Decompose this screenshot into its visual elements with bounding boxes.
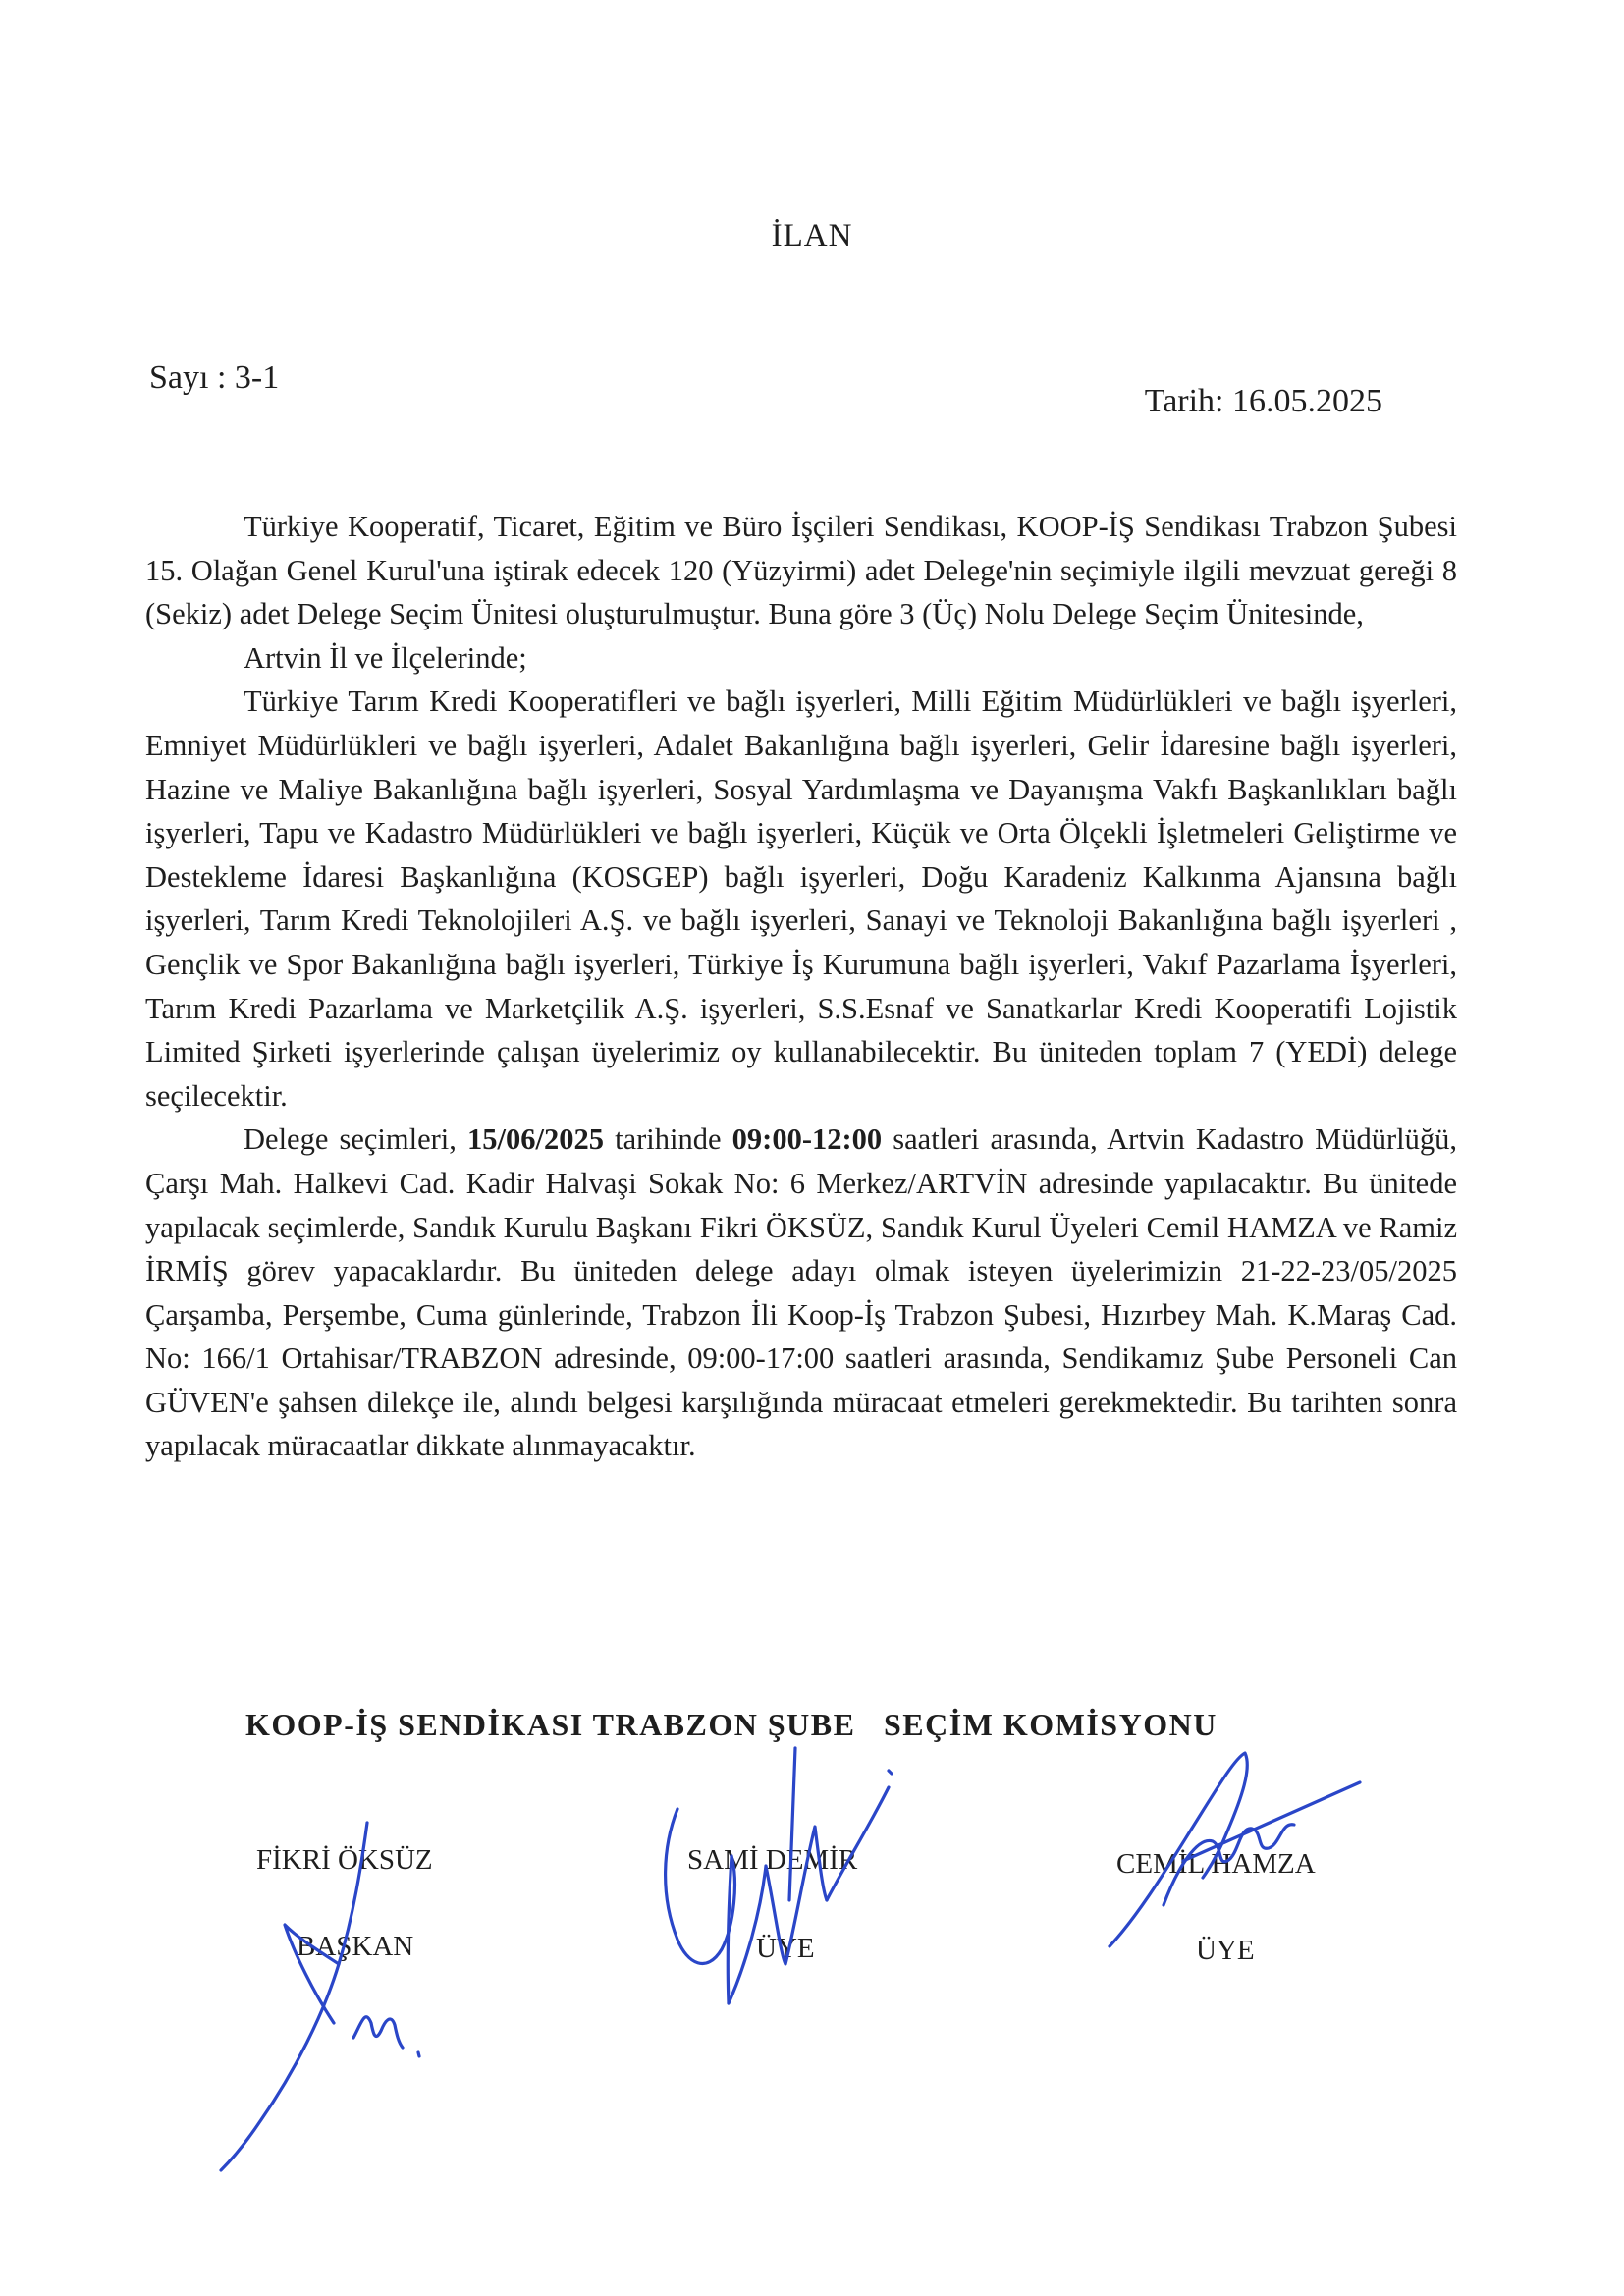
paragraph-workplaces: Türkiye Tarım Kredi Kooperatifleri ve bağlı işyerleri, Milli Eğitim Müdürlükleri ve bağlı işyerleri, Emniyet Müdürlükleri ve bağlı işyerleri, Adalet Bakanlığına bağlı işyerleri, Gelir İdaresine bağlı işyerleri, Hazine ve Maliye Bakanlığına bağlı işyerleri, Sosyal Yardımlaşma ve Dayanışma Vakfı Başkanlıkları bağlı işyerleri, Tapu ve Kadastro Müdürlükleri ve bağlı işyerleri, Küçük ve Orta Ölçekli İşletmeleri Geliştirme ve Destekleme İdaresi Başkanlığına (KOSGEP) bağlı işyerleri, Doğu Karadeniz Kalkınma Ajansına bağlı işyerleri, Tarım Kredi Teknolojileri A.Ş. ve bağlı işyerleri, Sanayi ve Teknoloji Bakanlığına bağlı işyerleri , Gençlik ve Spor Bakanlığına bağlı işyerleri, Türkiye İş Kurumuna bağlı işyerleri, Vakıf Pazarlama İşyerleri, Tarım Kredi Pazarlama ve Marketçilik A.Ş. işyerleri, S.S.Esnaf ve Sanatkarlar Kredi Kooperatifi Lojistik Limited Şirketi işyerlerinde çalışan üyelerimiz oy kullanabilecektir. Bu üniteden toplam 7 (YEDİ) delege seçilecektir. [145,684,1457,1113]
document-title: İLAN [771,218,853,253]
signature-2-stroke-e [789,1748,795,1900]
committee-title: KOOP-İŞ SENDİKASI TRABZON ŞUBE SEÇİM KOMİSYONU [245,1707,1218,1742]
announcement-body [145,505,1457,1468]
election-time: 09:00-12:00 [731,1122,883,1157]
document-date: Tarih: 16.05.2025 [1144,383,1382,419]
signature-1-stroke-m [353,2017,403,2048]
signature-1-dot [418,2052,419,2056]
election-text-part1: Delege seçimleri, [244,1122,468,1157]
signature-2-dot [889,1771,892,1774]
signatory-3-role: ÜYE [1196,1935,1255,1966]
signatory-3-name: CEMİL HAMZA [1116,1848,1316,1880]
signatory-1-role: BAŞKAN [297,1931,414,1962]
signatory-2-name: SAMİ DEMİR [687,1844,858,1876]
election-date: 15/06/2025 [467,1122,604,1157]
paragraph-election-details [145,1118,1457,1468]
paragraph-intro: Türkiye Kooperatif, Ticaret, Eğitim ve Büro İşçileri Sendikası, KOOP-İŞ Sendikası Trabzon Şubesi 15. Olağan Genel Kurul'una iştirak edecek 120 (Yüzyirmi) adet Delege'nin seçimiyle ilgili mevzuat gereği 8 (Sekiz) adet Delege Seçim Ünitesi oluşturulmuştur. Buna göre 3 (Üç) Nolu Delege Seçim Ünitesinde, [145,510,1457,631]
signatory-1-name: FİKRİ ÖKSÜZ [256,1844,433,1876]
signatory-2-role: ÜYE [756,1933,815,1964]
signature-2-stroke-b [728,1856,731,2003]
election-text-part2: tarihinde [603,1122,732,1157]
paragraph-location: Artvin İl ve İlçelerinde; [244,640,527,675]
document-number: Sayı : 3-1 [149,359,280,396]
signature-2-stroke-a [666,1809,735,1963]
election-text-part3: saatleri arasında, Artvin Kadastro Müdürlüğü, Çarşı Mah. Halkevi Cad. Kadir Halvaşi Sokak No: 6 Merkez/ARTVİN adresinde yapılacaktır. Bu ünitede yapılacak seçimlerde, Sandık Kurulu Başkanı Fikri ÖKSÜZ, Sandık Kurul Üyeleri Cemil HAMZA ve Ramiz İRMİŞ görev yapacaklardır. Bu üniteden delege adayı olmak isteyen üyelerimizin 21-22-23/05/2025 Çarşamba, Perşembe, Cuma günlerinde, Trabzon İli Koop-İş Trabzon Şubesi, Hızırbey Mah. K.Maraş Cad. No: 166/1 Ortahisar/TRABZON adresinde, 09:00-17:00 saatleri arasında, Sendikamız Şube Personeli Can GÜVEN'e şahsen dilekçe ile, alındı belgesi karşılığında müracaat etmeleri gerekmektedir. Bu tarihten sonra yapılacak müracaatlar dikkate alınmayacaktır. [145,1122,1457,1463]
